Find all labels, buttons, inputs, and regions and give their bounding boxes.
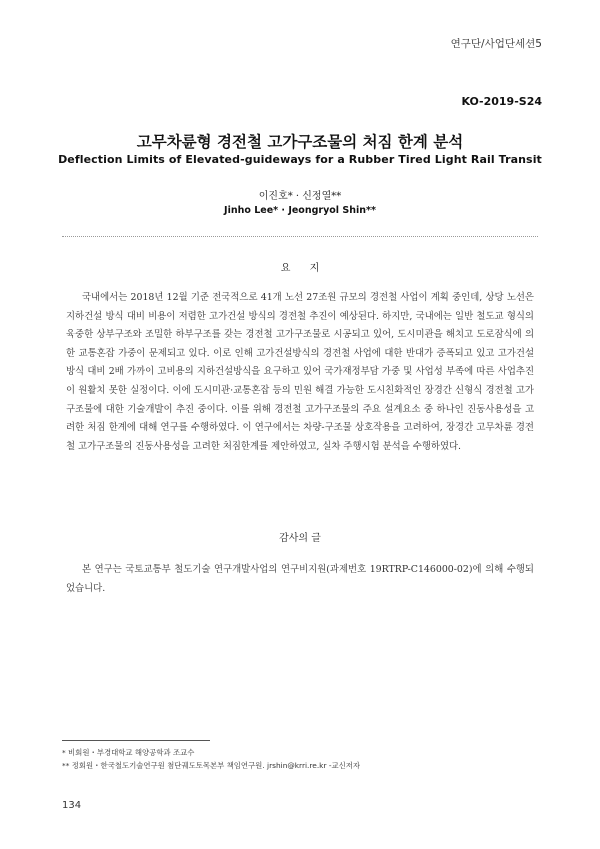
series-label: 연구단/사업단세션5 xyxy=(450,38,542,50)
section-divider xyxy=(62,236,538,237)
authors-english: Jinho Lee* · Jeongryol Shin** xyxy=(224,205,376,216)
authors-korean: 이진호* · 신정열** xyxy=(258,191,342,202)
title-korean: 고무차륜형 경전철 고가구조물의 처짐 한계 분석 xyxy=(136,133,464,151)
abstract-body: 국내에서는 2018년 12월 기준 전국적으로 41개 노선 27조원 규모의 경전철 사업이 계획 중인데, 상당 노선은 지하건설 방식 대비 비용이 저렴한 고가건설 방식의 경전철 추진이 예상된다. 하지만, 국내에는 일반 철도교 형식의 육중한 상부구조와 조밀한 하부구조를 갖는 경전철 고가구조물로 시공되고 있어, 도시미관을 해치고 도로잠식에 의한 교통혼잡 가중이 문제되고 있다. 이로 인해 고가건설방식의 경전철 사업에 대한 반대가 증폭되고 있고 고가건설방식 대비 2배 가까이 고비용의 지하건설방식을 요구하고 있어 국가재정부담 가중 및 사업성 부족에 따른 사업추진이 원활치 못한 실정이다. 이에 도시미관·교통혼잡 등의 민원 해결 가능한 도시친화적인 장경간 신형식 경전철 고가구조물에 대한 기술개발이 추진 중이다. 이를 위해 경전철 고가구조물의 주요 설계요소 중 하나인 진동사용성을 고려한 처짐 한계에 대해 연구를 수행하였다. 이 연구에서는 차량-구조물 상호작용을 고려하여, 장경간 고무차륜 경전철 고가구조물의 진동사용성을 고려한 처짐한계를 제안하였고, 실차 주행시험 분석을 수행하였다. xyxy=(66,292,534,452)
footnote-2: ** 정회원・한국철도기술연구원 첨단궤도토목본부 책임연구원. jrshin@krri.re.kr -교신저자 xyxy=(62,761,361,770)
footnote-rule xyxy=(62,740,210,741)
document-code: KO-2019-S24 xyxy=(461,95,542,108)
title-english: Deflection Limits of Elevated-guideways for a Rubber Tired Light Rail Transit xyxy=(58,153,542,166)
abstract-heading: 요 지 xyxy=(280,263,328,274)
page-number: 134 xyxy=(62,800,82,811)
acknowledgement-body: 본 연구는 국토교통부 철도기술 연구개발사업의 연구비지원(과제번호 19RTRP-C146000-02)에 의해 수행되었습니다. xyxy=(66,564,534,594)
footnote-1: * 비회원・부경대학교 해양공학과 조교수 xyxy=(62,748,195,757)
acknowledgement-heading: 감사의 글 xyxy=(279,533,321,544)
